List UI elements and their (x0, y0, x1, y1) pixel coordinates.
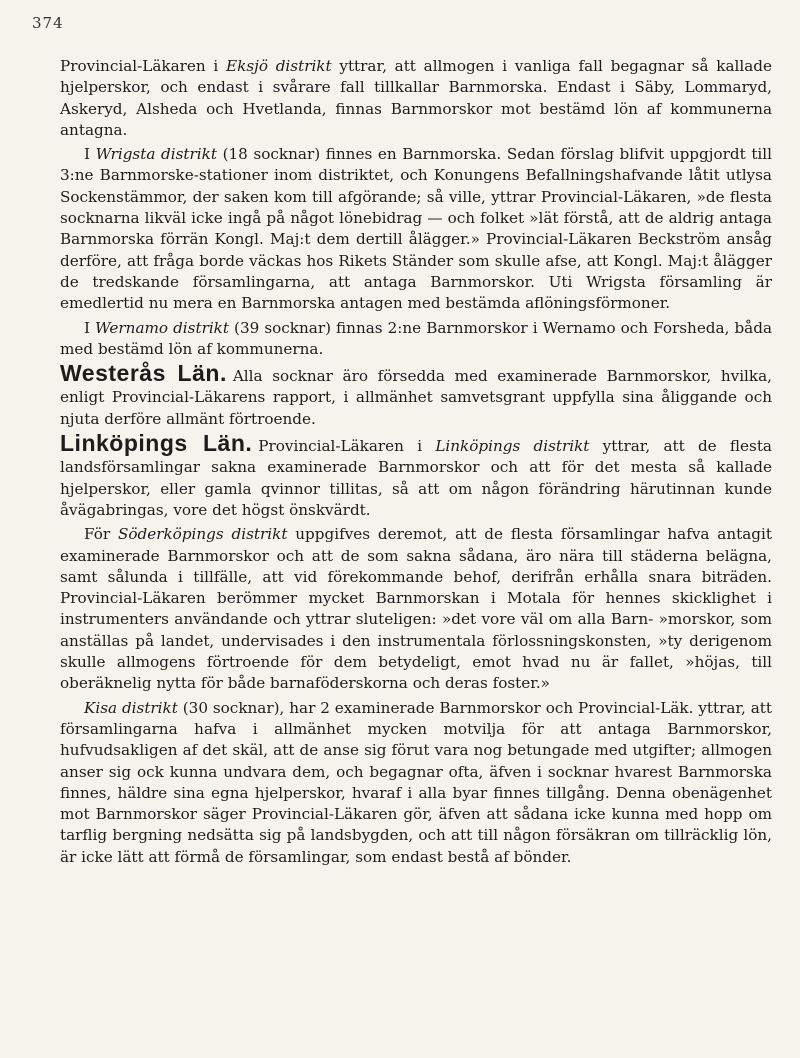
paragraph-text: I (84, 145, 96, 164)
page-number: 374 (32, 14, 64, 32)
paragraph-text: I (84, 318, 96, 337)
paragraph (60, 698, 772, 868)
italic-term: Eksjö distrikt (226, 57, 332, 75)
italic-term: Linköpings distrikt (435, 437, 590, 456)
paragraph (60, 144, 772, 314)
paragraph-text: Provincial-Läkaren i (60, 57, 227, 75)
paragraph-text: Provincial-Läkaren i (258, 437, 436, 456)
italic-term: Kisa distrikt (84, 698, 178, 717)
body-text (60, 56, 772, 871)
paragraph-text: Alla socknar äro försedda med examinerade Barnmorskor, hvilka, enligt Provincial-Läkarens rapport, i allmänhet samvetsgrant uppfylla sina åliggande och njuta derföre allmänt förtroende. (60, 367, 772, 428)
paragraph-text: uppgifves deremot, att de flesta församlingar hafva antagit examinerade Barnmorskor och att de som sakna sådana, äro nära till städerna belägna, samt sålunda i tillfälle, att vid förekommande behof, derifrån erhålla snara biträden. Provincial-Läkaren berömmer mycket Barnmorskan i Motala för hennes skicklighet i instrumenters användande och yttrar sluteligen: »det vore väl om alla Barn- »morskor, som anställas på landet, undervisades i den instrumentala förlossningskonsten, »ty derigenom skulle allmogens förtroende för dem betydeligt, emot hvad nu är fallet, »höjas, till oberäknelig nytta för både barnaföderskorna och deras foster.» (60, 525, 772, 693)
paragraph (60, 430, 772, 521)
section-heading: Westerås Län. (60, 360, 227, 387)
paragraph-text: (18 socknar) finnes en Barnmorska. Sedan förslag blifvit uppgjordt till 3:ne Barnmorske-stationer inom distriktet, och Konungens Befallningshafvande låtit utlysa Sockenstämmor, der saken kom till afgörande; så ville, yttrar Provincial-Läkaren, »de flesta socknarna likväl icke ingå på något lönebidrag — och folket »lät förstå, att de aldrig antaga Barnmorska förrän Kongl. Maj:t dem dertill ålägger.» Provincial-Läkaren Beckström ansåg derföre, att fråga borde väckas hos Rikets Ständer som skulle afse, att Kongl. Maj:t ålägger de tredskande församlingarna, att antaga Barnmorskor. Uti Wrigsta församling är emedlertid nu mera en Barnmorska antagen med bestämda aflöningsförmoner. (60, 145, 773, 313)
italic-term: Wrigsta distrikt (95, 145, 217, 164)
italic-term: Söderköpings distrikt (117, 525, 288, 544)
paragraph (60, 318, 772, 361)
section-heading: Linköpings Län. (60, 430, 253, 457)
paragraph-text: yttrar, att de flesta landsförsamlingar sakna examinerade Barnmorskor och att för det mesta så kallade hjelperskor, eller gamla qvinnor tillitas, så att om någon förändring härutinnan kunde åvägabringas, vore det högst önskvärdt. (60, 437, 772, 519)
paragraph (60, 360, 772, 430)
paragraph-text: (39 socknar) finnas 2:ne Barnmorskor i Wernamo och Forsheda, båda med bestämd lön af kommunerna. (60, 318, 773, 358)
paragraph-text: (30 socknar), har 2 examinerade Barnmorskor och Provincial-Läk. yttrar, att församlingarna hafva i allmänhet mycken motvilja för att antaga Barnmorskor, hufvudsakligen af det skäl, att de anse sig förut vara nog betungade med utgifter; allmogen anser sig ock kunna undvara dem, och begagnar ofta, äfven i socknar hvarest Barnmorska finnes, häldre sina egna hjelperskor, hvaraf i alla byar finnes tillgång. Denna obenägenhet mot Barnmorskor säger Provincial-Läkaren gör, äfven att sådana icke kunna med hopp om tarflig bergning nedsätta sig på landsbygden, och att till någon försäkran om tillräcklig lön, är icke lätt att förmå de församlingar, som endast bestå af bönder. (60, 698, 772, 866)
paragraph (60, 56, 772, 141)
paragraph-text: För (84, 525, 118, 544)
paragraph (60, 524, 772, 694)
paragraph-text: yttrar, att allmogen i vanliga fall begagnar så kallade hjelperskor, och endast i svårare fall tillkallar Barnmorska. Endast i Säby, Lommaryd, Askeryd, Alsheda och Hvetlanda, finnas Barnmorskor mot bestämd lön af kommunerna antagna. (60, 57, 772, 139)
italic-term: Wernamo distrikt (95, 318, 229, 337)
